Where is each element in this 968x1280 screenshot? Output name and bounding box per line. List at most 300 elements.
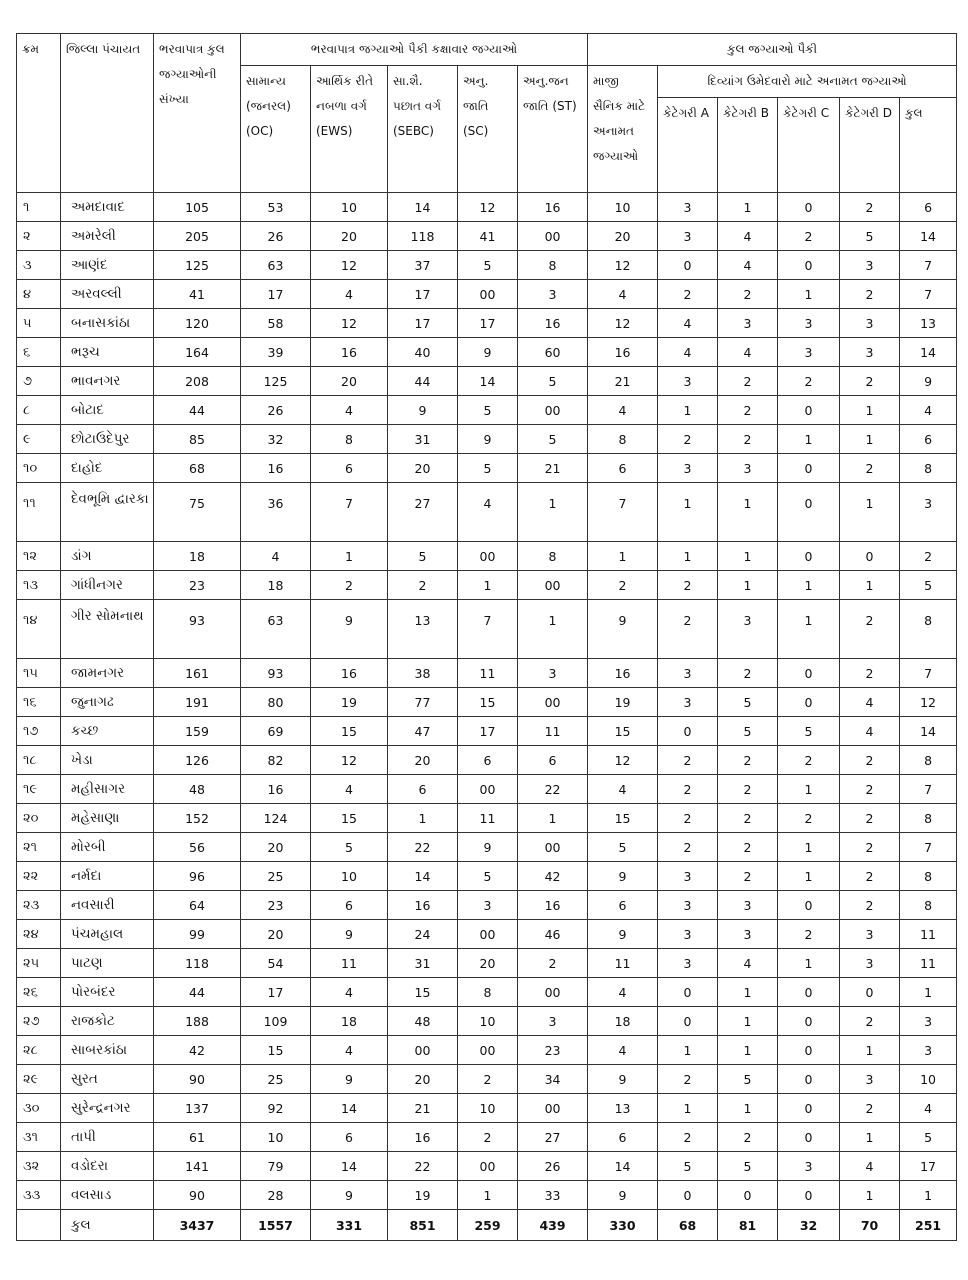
cell-cat-c: 0 [778,1094,840,1123]
cell-ews: 11 [311,949,388,978]
cell-sc: 41 [458,222,518,251]
cell-sebc: 2 [388,571,458,600]
table-row [17,425,957,454]
cell-sc: 00 [458,1152,518,1181]
cell-cat-b: 2 [718,862,778,891]
cell-ex-serviceman: 9 [588,1065,658,1094]
cell-st: 46 [518,920,588,949]
cell-sc: 11 [458,804,518,833]
cell-cat-b: 4 [718,949,778,978]
cell-sebc: 22 [388,1152,458,1181]
cell-cat-a: 0 [658,717,718,746]
table-row [17,396,957,425]
header-total-posts: ભરવાપાત્ર કુલ જગ્યાઓની સંખ્યા [154,34,241,193]
cell-cat-d: 3 [840,949,900,978]
cell-sebc: 21 [388,1094,458,1123]
cell-ex-serviceman: 10 [588,193,658,222]
cell-disabled-total: 14 [900,338,957,367]
cell-ex-serviceman: 6 [588,454,658,483]
cell-st: 3 [518,280,588,309]
cell-cat-a: 1 [658,1094,718,1123]
cell-district: નર્મદા [61,862,154,891]
cell-ews: 10 [311,862,388,891]
cell-cat-d: 2 [840,600,900,659]
cell-st: 00 [518,571,588,600]
header-disabled-total: કુલ [900,98,957,193]
cell-oc: 20 [241,920,311,949]
cell-cat-d: 0 [840,978,900,1007]
cell-ews: 12 [311,251,388,280]
cell-district: ડાંગ [61,542,154,571]
table-row [17,542,957,571]
cell-sc: 5 [458,396,518,425]
cell-cat-c: 1 [778,425,840,454]
cell-disabled-total: 5 [900,571,957,600]
cell-district: સુરેન્દ્રનગર [61,1094,154,1123]
cell-cat-a: 2 [658,775,718,804]
cell-sr: ૩૦ [17,1094,61,1123]
cell-oc: 28 [241,1181,311,1210]
cell-disabled-total: 7 [900,833,957,862]
cell-disabled-total: 8 [900,891,957,920]
cell-sr: ૧૦ [17,454,61,483]
cell-ews: 4 [311,775,388,804]
cell-ews: 12 [311,309,388,338]
cell-district: જુનાગઢ [61,688,154,717]
cell-cat-b: 5 [718,1152,778,1181]
header-ex-serviceman: માજી સૈનિક માટે અનામત જગ્યાઓ [588,66,658,193]
cell-st: 1 [518,804,588,833]
cell-oc: 25 [241,862,311,891]
cell-district: અરવલ્લી [61,280,154,309]
cell-district: છોટાઉદેપુર [61,425,154,454]
cell-st: 5 [518,367,588,396]
cell-cat-b: 1 [718,978,778,1007]
cell-sebc: 20 [388,1065,458,1094]
cell-st: 3 [518,1007,588,1036]
cell-oc: 93 [241,659,311,688]
cell-disabled-total: 251 [900,1210,957,1241]
cell-sr: ૧ [17,193,61,222]
cell-total-posts: 141 [154,1152,241,1181]
cell-st: 5 [518,425,588,454]
cell-cat-a: 3 [658,891,718,920]
cell-district: પંચમહાલ [61,920,154,949]
cell-sr: ૧૬ [17,688,61,717]
table-header [17,34,957,193]
cell-st: 23 [518,1036,588,1065]
cell-sr: ૩૨ [17,1152,61,1181]
cell-cat-a: 68 [658,1210,718,1241]
cell-ews: 16 [311,659,388,688]
cell-sc: 5 [458,862,518,891]
cell-sc: 10 [458,1094,518,1123]
cell-ews: 4 [311,1036,388,1065]
cell-ews: 1 [311,542,388,571]
cell-oc: 23 [241,891,311,920]
cell-sr [17,1210,61,1241]
cell-disabled-total: 4 [900,1094,957,1123]
cell-ex-serviceman: 16 [588,659,658,688]
cell-oc: 4 [241,542,311,571]
cell-cat-c: 2 [778,920,840,949]
cell-st: 3 [518,659,588,688]
cell-cat-d: 4 [840,717,900,746]
cell-ex-serviceman: 9 [588,920,658,949]
cell-disabled-total: 4 [900,396,957,425]
cell-sebc: 16 [388,1123,458,1152]
cell-total-posts: 90 [154,1065,241,1094]
table-row [17,251,957,280]
header-cat-a: કેટેગરી A [658,98,718,193]
cell-st: 16 [518,309,588,338]
cell-cat-d: 5 [840,222,900,251]
cell-cat-c: 1 [778,775,840,804]
cell-st: 2 [518,949,588,978]
cell-cat-c: 0 [778,688,840,717]
cell-cat-b: 2 [718,396,778,425]
cell-sr: ૧૩ [17,571,61,600]
cell-cat-b: 1 [718,1094,778,1123]
cell-cat-d: 1 [840,1036,900,1065]
cell-cat-a: 2 [658,425,718,454]
cell-cat-c: 1 [778,600,840,659]
cell-district: મહેસાણા [61,804,154,833]
cell-sr: ૭ [17,367,61,396]
cell-sc: 00 [458,775,518,804]
cell-total-posts: 41 [154,280,241,309]
table-row [17,338,957,367]
cell-oc: 125 [241,367,311,396]
header-oc: સામાન્ય (જનરલ) (OC) [241,66,311,193]
cell-ex-serviceman: 18 [588,1007,658,1036]
cell-cat-c: 1 [778,949,840,978]
cell-st: 21 [518,454,588,483]
cell-ews: 2 [311,571,388,600]
cell-sc: 2 [458,1123,518,1152]
cell-district: ગીર સોમનાથ [61,600,154,659]
cell-disabled-total: 7 [900,659,957,688]
header-total-group: કુલ જગ્યાઓ પૈકી [588,34,957,66]
cell-cat-a: 0 [658,251,718,280]
cell-total-posts: 90 [154,1181,241,1210]
cell-sc: 259 [458,1210,518,1241]
cell-disabled-total: 2 [900,542,957,571]
cell-oc: 17 [241,978,311,1007]
table-row [17,222,957,251]
cell-cat-a: 2 [658,833,718,862]
cell-disabled-total: 6 [900,425,957,454]
cell-ex-serviceman: 7 [588,483,658,542]
cell-cat-c: 5 [778,717,840,746]
cell-oc: 92 [241,1094,311,1123]
cell-st: 00 [518,688,588,717]
cell-cat-a: 3 [658,949,718,978]
cell-total-posts: 159 [154,717,241,746]
cell-district: મોરબી [61,833,154,862]
cell-district: દાહોદ [61,454,154,483]
cell-oc: 18 [241,571,311,600]
cell-oc: 25 [241,1065,311,1094]
cell-ex-serviceman: 12 [588,251,658,280]
cell-total-posts: 56 [154,833,241,862]
cell-sebc: 22 [388,833,458,862]
cell-st: 1 [518,483,588,542]
cell-sebc: 47 [388,717,458,746]
cell-ex-serviceman: 6 [588,1123,658,1152]
cell-sc: 1 [458,571,518,600]
reservation-table-page [16,33,956,1241]
cell-district: અમદાવાદ [61,193,154,222]
cell-cat-d: 1 [840,1181,900,1210]
cell-sr: ૨૯ [17,1065,61,1094]
cell-sebc: 118 [388,222,458,251]
cell-district: દેવભૂમિ દ્વારકા [61,483,154,542]
cell-ex-serviceman: 8 [588,425,658,454]
cell-cat-d: 2 [840,193,900,222]
cell-ews: 9 [311,600,388,659]
cell-district: વડોદરા [61,1152,154,1181]
cell-ews: 7 [311,483,388,542]
cell-ex-serviceman: 19 [588,688,658,717]
cell-ex-serviceman: 4 [588,280,658,309]
cell-cat-c: 2 [778,367,840,396]
cell-cat-d: 1 [840,425,900,454]
cell-sebc: 17 [388,280,458,309]
cell-district: ગાંધીનગર [61,571,154,600]
cell-total-posts: 120 [154,309,241,338]
cell-oc: 58 [241,309,311,338]
cell-total-posts: 188 [154,1007,241,1036]
cell-disabled-total: 10 [900,1065,957,1094]
cell-sc: 5 [458,454,518,483]
cell-ews: 4 [311,396,388,425]
cell-ews: 331 [311,1210,388,1241]
cell-ex-serviceman: 15 [588,717,658,746]
cell-oc: 32 [241,425,311,454]
cell-cat-d: 2 [840,659,900,688]
cell-cat-b: 5 [718,717,778,746]
cell-total-posts: 125 [154,251,241,280]
cell-sr: ૨૧ [17,833,61,862]
cell-cat-a: 0 [658,978,718,1007]
cell-total-posts: 96 [154,862,241,891]
cell-total-posts: 42 [154,1036,241,1065]
cell-cat-b: 2 [718,280,778,309]
cell-sr: ૨૮ [17,1036,61,1065]
table-row [17,600,957,659]
cell-oc: 80 [241,688,311,717]
cell-sc: 5 [458,251,518,280]
cell-ex-serviceman: 4 [588,396,658,425]
cell-st: 16 [518,891,588,920]
cell-cat-d: 4 [840,688,900,717]
cell-district: બોટાદ [61,396,154,425]
cell-cat-b: 81 [718,1210,778,1241]
cell-ex-serviceman: 9 [588,600,658,659]
header-cat-c: કેટેગરી C [778,98,840,193]
cell-sebc: 44 [388,367,458,396]
cell-cat-b: 2 [718,367,778,396]
table-row [17,1065,957,1094]
cell-total-posts: 208 [154,367,241,396]
cell-st: 00 [518,222,588,251]
cell-sebc: 00 [388,1036,458,1065]
cell-st: 22 [518,775,588,804]
header-sc: અનુ. જાતિ (SC) [458,66,518,193]
cell-cat-a: 3 [658,367,718,396]
table-row [17,1123,957,1152]
cell-st: 8 [518,542,588,571]
cell-disabled-total: 17 [900,1152,957,1181]
cell-sc: 9 [458,425,518,454]
cell-cat-b: 3 [718,600,778,659]
cell-total-posts: 64 [154,891,241,920]
cell-cat-b: 2 [718,1123,778,1152]
cell-oc: 17 [241,280,311,309]
cell-cat-c: 0 [778,193,840,222]
cell-sebc: 5 [388,542,458,571]
cell-disabled-total: 7 [900,280,957,309]
cell-sebc: 48 [388,1007,458,1036]
cell-st: 00 [518,1094,588,1123]
cell-ews: 6 [311,891,388,920]
cell-cat-a: 2 [658,600,718,659]
cell-cat-d: 3 [840,338,900,367]
cell-ex-serviceman: 9 [588,1181,658,1210]
table-row [17,454,957,483]
cell-disabled-total: 9 [900,367,957,396]
cell-total-posts: 152 [154,804,241,833]
cell-oc: 53 [241,193,311,222]
cell-ews: 8 [311,425,388,454]
cell-ews: 6 [311,454,388,483]
header-st: અનુ.જન જાતિ (ST) [518,66,588,193]
cell-sebc: 31 [388,949,458,978]
cell-ex-serviceman: 2 [588,571,658,600]
cell-sc: 6 [458,746,518,775]
cell-cat-c: 0 [778,396,840,425]
cell-district: તાપી [61,1123,154,1152]
cell-sr: ૪ [17,280,61,309]
cell-district: નવસારી [61,891,154,920]
cell-cat-c: 0 [778,891,840,920]
cell-total-posts: 118 [154,949,241,978]
cell-sc: 00 [458,1036,518,1065]
cell-disabled-total: 6 [900,193,957,222]
cell-cat-b: 2 [718,775,778,804]
cell-st: 00 [518,833,588,862]
table-row [17,367,957,396]
cell-cat-a: 3 [658,920,718,949]
cell-disabled-total: 7 [900,775,957,804]
cell-oc: 69 [241,717,311,746]
cell-oc: 15 [241,1036,311,1065]
cell-sc: 00 [458,920,518,949]
cell-sr: ૬ [17,338,61,367]
cell-oc: 63 [241,600,311,659]
cell-cat-c: 0 [778,454,840,483]
cell-oc: 10 [241,1123,311,1152]
cell-sr: ૧૪ [17,600,61,659]
cell-oc: 16 [241,454,311,483]
cell-cat-a: 2 [658,280,718,309]
cell-cat-c: 0 [778,1181,840,1210]
cell-cat-d: 0 [840,542,900,571]
table-body [17,193,957,1241]
cell-sr: ૧૮ [17,746,61,775]
table-row [17,804,957,833]
cell-cat-b: 2 [718,833,778,862]
cell-sc: 14 [458,367,518,396]
cell-ex-serviceman: 4 [588,978,658,1007]
cell-district: પોરબંદર [61,978,154,1007]
table-row [17,920,957,949]
cell-disabled-total: 8 [900,454,957,483]
header-district: જિલ્લા પંચાયત [61,34,154,193]
cell-total-posts: 205 [154,222,241,251]
cell-ews: 16 [311,338,388,367]
cell-disabled-total: 8 [900,804,957,833]
cell-sc: 20 [458,949,518,978]
table-row [17,1181,957,1210]
cell-district: સુરત [61,1065,154,1094]
cell-cat-c: 3 [778,338,840,367]
table-row [17,571,957,600]
cell-st: 6 [518,746,588,775]
cell-oc: 54 [241,949,311,978]
cell-district: જામનગર [61,659,154,688]
cell-disabled-total: 12 [900,688,957,717]
cell-ews: 4 [311,280,388,309]
cell-sr: ૩૧ [17,1123,61,1152]
cell-cat-b: 3 [718,891,778,920]
cell-disabled-total: 1 [900,978,957,1007]
cell-sc: 11 [458,659,518,688]
cell-sc: 9 [458,338,518,367]
cell-ews: 19 [311,688,388,717]
cell-cat-b: 2 [718,746,778,775]
cell-cat-c: 32 [778,1210,840,1241]
cell-district: વલસાડ [61,1181,154,1210]
cell-cat-c: 0 [778,542,840,571]
table-row [17,483,957,542]
cell-ex-serviceman: 4 [588,1036,658,1065]
cell-district: ખેડા [61,746,154,775]
cell-ex-serviceman: 330 [588,1210,658,1241]
cell-sc: 17 [458,309,518,338]
cell-st: 42 [518,862,588,891]
cell-cat-c: 1 [778,833,840,862]
cell-total-posts: 105 [154,193,241,222]
cell-sr: ૧૨ [17,542,61,571]
cell-cat-a: 3 [658,454,718,483]
cell-disabled-total: 8 [900,862,957,891]
cell-cat-d: 2 [840,367,900,396]
cell-ews: 4 [311,978,388,1007]
cell-cat-d: 1 [840,396,900,425]
cell-st: 33 [518,1181,588,1210]
cell-disabled-total: 3 [900,483,957,542]
cell-cat-b: 3 [718,454,778,483]
cell-disabled-total: 7 [900,251,957,280]
cell-ex-serviceman: 14 [588,1152,658,1181]
cell-sebc: 37 [388,251,458,280]
cell-sr: ૧૫ [17,659,61,688]
cell-st: 27 [518,1123,588,1152]
cell-sc: 15 [458,688,518,717]
cell-st: 00 [518,978,588,1007]
